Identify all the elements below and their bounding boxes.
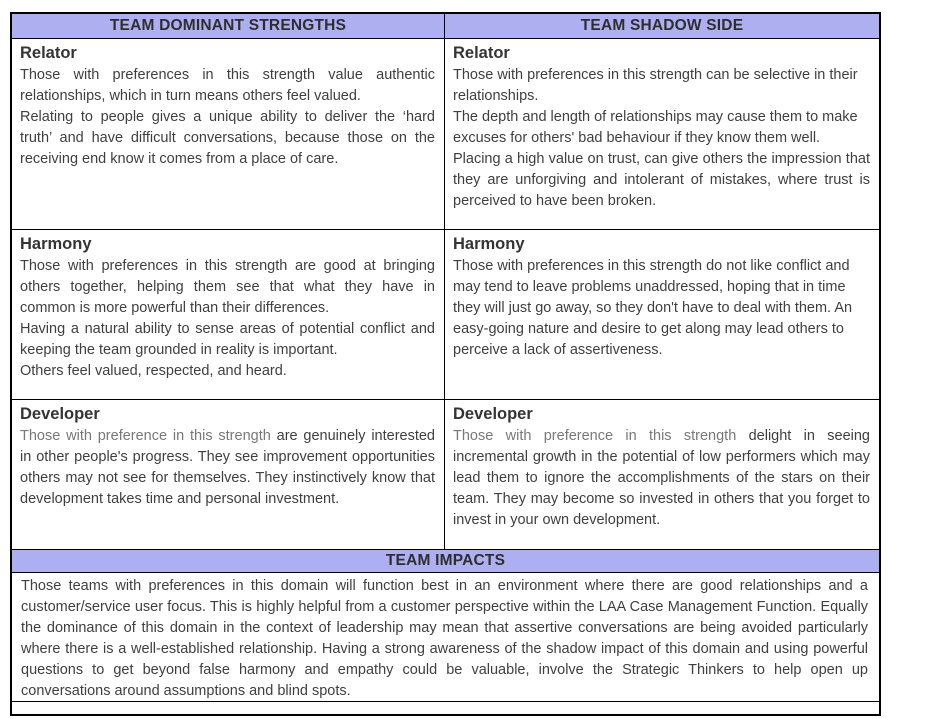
- header-team-impacts-label: TEAM IMPACTS: [385, 552, 506, 569]
- header-team-dominant-strengths: [12, 14, 445, 38]
- developer-strength-cell: [12, 400, 445, 549]
- developer-shadow-lead: Those with preference in this strength: [453, 428, 749, 444]
- relator-strength-title: Relator: [20, 44, 77, 62]
- header-team-dominant-strengths-label: TEAM DOMINANT STRENGTHS: [109, 17, 347, 34]
- strengths-table: [10, 12, 881, 716]
- relator-shadow-title: Relator: [453, 44, 510, 62]
- developer-row: [12, 400, 879, 550]
- developer-strength-title: Developer: [20, 405, 100, 423]
- harmony-strength-title: Harmony: [20, 235, 92, 253]
- harmony-row: [12, 230, 879, 400]
- harmony-shadow-title: Harmony: [453, 235, 525, 253]
- harmony-strength-paragraph: Others feel valued, respected, and heard.: [20, 363, 287, 379]
- relator-strength-cell: [12, 39, 445, 229]
- relator-shadow-cell: [445, 39, 879, 229]
- relator-shadow-paragraph: Placing a high value on trust, can give others the impression that they are unforgiving and intolerant of mistakes, where trust is perceived to have been broken.: [453, 151, 870, 209]
- empty-bottom-cell: [12, 702, 879, 714]
- developer-strength-rest: are genuinely interested in other people's progress. They see improvement opportunities others may not see for themselves. They instinctively know that development takes time and personal investment.: [20, 428, 435, 507]
- harmony-strength-cell: [12, 230, 445, 399]
- empty-bottom-row: [12, 702, 879, 714]
- team-impacts-body-row: [12, 573, 879, 702]
- relator-row: [12, 39, 879, 230]
- team-impacts-paragraph: Those teams with preferences in this domain will function best in an environment where there are good relationships and a customer/service user focus. This is highly helpful from a customer perspective within the LAA Case Management Function. Equally the dominance of this domain in the context of leadership may mean that assertive conversations are being avoided particularly where there is a well-established relationship. Having a strong awareness of the shadow impact of this domain and using powerful questions to get beyond false harmony and empathy could be valuable, involve the Strategic Thinkers to help open up conversations around assumptions and blind spots.: [21, 578, 868, 699]
- relator-shadow-paragraph: Those with preferences in this strength can be selective in their relationships.: [453, 67, 858, 104]
- header-team-shadow-side: [445, 14, 879, 38]
- relator-strength-paragraph: Those with preferences in this strength value authentic relationships, which in turn means others feel valued.: [20, 67, 435, 104]
- developer-shadow-cell: [445, 400, 879, 549]
- relator-shadow-paragraph: The depth and length of relationships may cause them to make excuses for others' bad behaviour if they know them well.: [453, 109, 858, 146]
- harmony-strength-paragraph: Having a natural ability to sense areas of potential conflict and keeping the team grounded in reality is important.: [20, 321, 435, 358]
- team-impacts-header-row: [12, 550, 879, 573]
- developer-strength-lead: Those with preference in this strength: [20, 428, 277, 444]
- harmony-shadow-paragraph: Those with preferences in this strength do not like conflict and may tend to leave problems unaddressed, hoping that in time they will just go away, so they don't have to deal with them. An easy-going nature and desire to get along may lead others to perceive a lack of assertiveness.: [453, 258, 853, 358]
- relator-strength-paragraph: Relating to people gives a unique ability to deliver the ‘hard truth’ and have difficult conversations, because those on the receiving end know it comes from a place of care.: [20, 109, 435, 167]
- header-team-impacts: [12, 550, 879, 572]
- column-header-row: [12, 14, 879, 39]
- developer-shadow-paragraph: [453, 426, 870, 531]
- harmony-shadow-cell: [445, 230, 879, 399]
- developer-shadow-rest: delight in seeing incremental growth in the potential of low performers which may lead them to ignore the accomplishments of the stars on their team. They may become so invested in others that you forget to invest in your own development.: [453, 428, 870, 528]
- harmony-strength-paragraph: Those with preferences in this strength are good at bringing others together, helping them see that what they have in common is more powerful than their differences.: [20, 258, 435, 316]
- developer-shadow-title: Developer: [453, 405, 533, 423]
- header-team-shadow-side-label: TEAM SHADOW SIDE: [580, 17, 744, 34]
- team-impacts-cell: [12, 573, 879, 701]
- developer-strength-paragraph: [20, 426, 435, 510]
